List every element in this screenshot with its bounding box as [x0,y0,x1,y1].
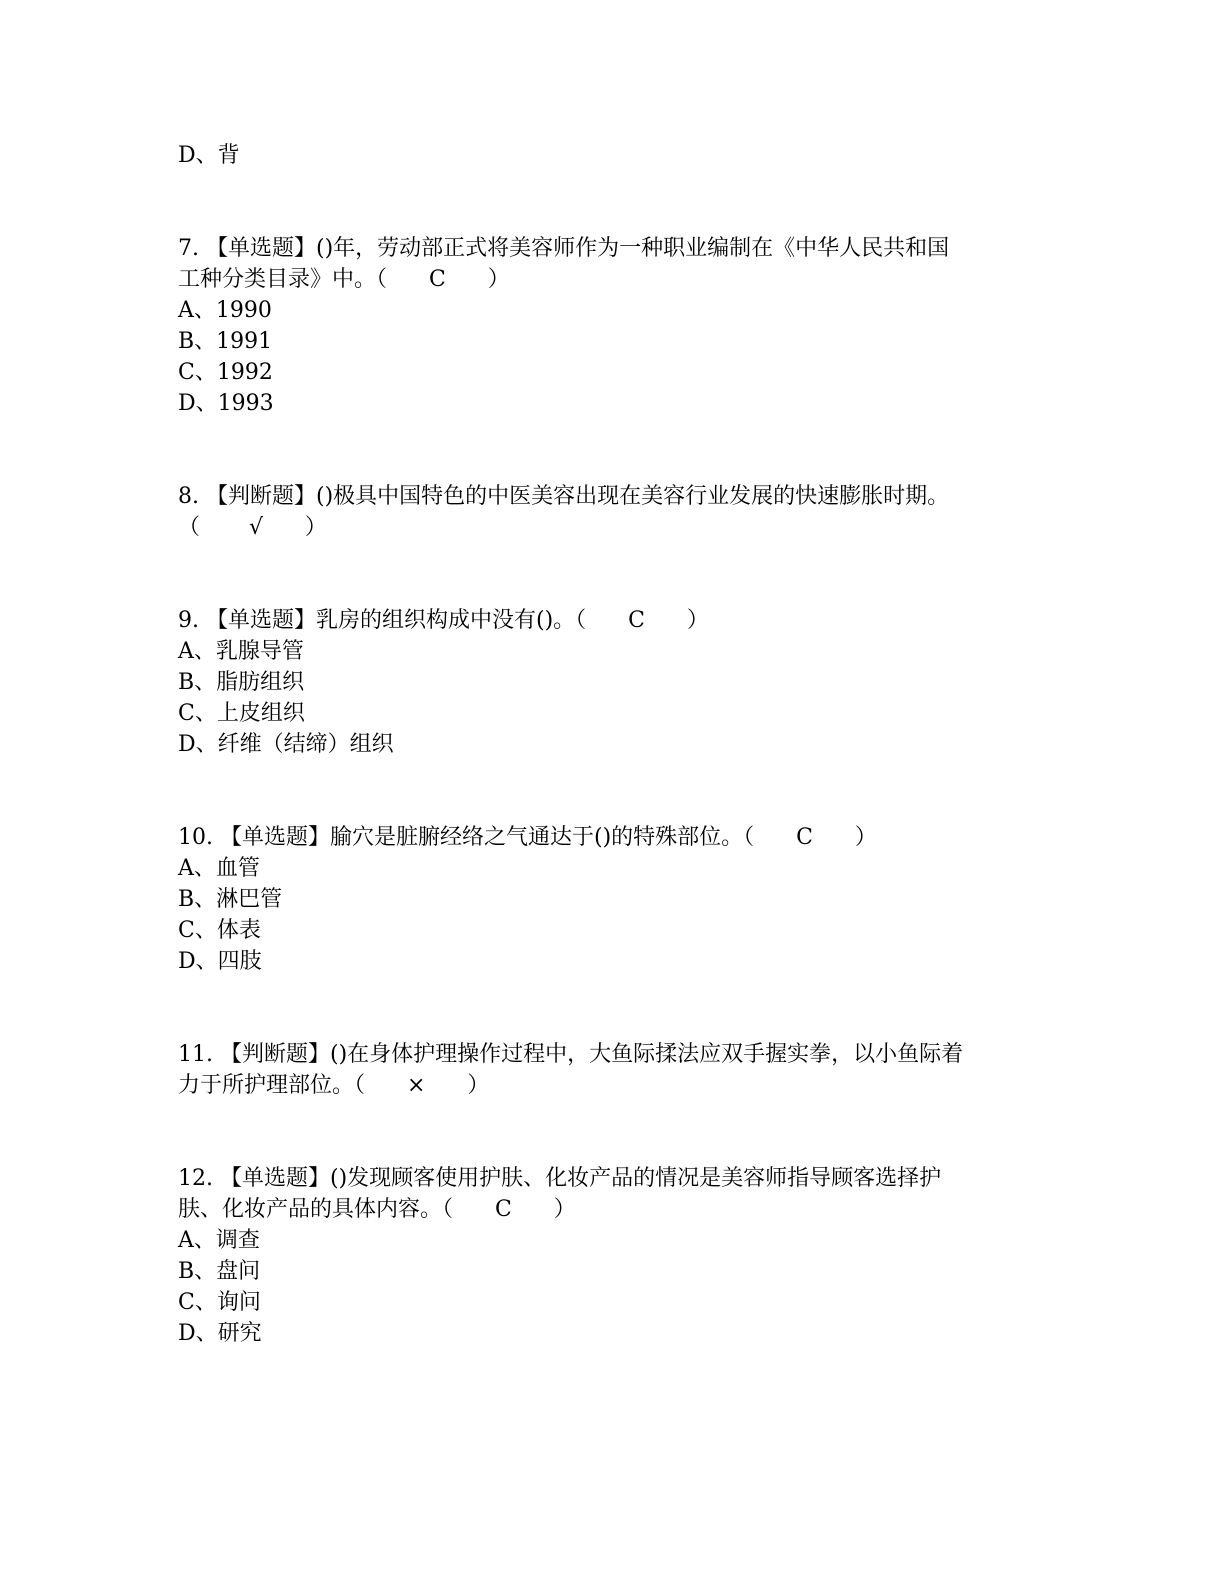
option-line: A、血管 [178,856,260,881]
option-line: C、体表 [178,918,261,943]
question-text: 11. 【判断题】()在身体护理操作过程中，大鱼际揉法应双手握实拳，以小鱼际着 [178,1042,964,1067]
option-line: A、乳腺导管 [178,639,304,664]
spacer [178,419,1048,481]
question-block [178,1039,1048,1101]
spacer [178,760,1048,822]
option-line: D、纤维（结缔）组织 [178,732,394,757]
spacer [178,543,1048,605]
option-line: D、四肢 [178,949,262,974]
document-page [178,140,1048,1349]
question-text: 12. 【单选题】()发现顾客使用护肤、化妆产品的情况是美容师指导顾客选择护 [178,1166,942,1191]
question-text: 7. 【单选题】()年，劳动部正式将美容师作为一种职业编制在《中华人民共和国 [178,236,950,261]
question-block [178,605,1048,760]
option-line: B、1991 [178,329,273,354]
question-text: 10. 【单选题】腧穴是脏腑经络之气通达于()的特殊部位。（ C ） [178,825,877,850]
option-line: C、上皮组织 [178,701,305,726]
question-text: （ √ ） [178,515,327,540]
option-line: B、盘问 [178,1259,261,1284]
option-line: D、1993 [178,391,274,416]
option-line: B、脂肪组织 [178,670,305,695]
option-line: D、背 [178,143,240,168]
option-line: D、研究 [178,1321,262,1346]
question-text: 工种分类目录》中。（ C ） [178,267,510,292]
question-text: 力于所护理部位。（ × ） [178,1073,490,1098]
spacer [178,171,1048,233]
option-line: A、调查 [178,1228,260,1253]
spacer [178,977,1048,1039]
question-text: 8. 【判断题】()极具中国特色的中医美容出现在美容行业发展的快速膨胀时期。 [178,484,950,509]
question-text: 肤、化妆产品的具体内容。（ C ） [178,1197,576,1222]
option-line: C、询问 [178,1290,261,1315]
option-line: A、1990 [178,298,272,323]
question-block [178,481,1048,543]
question-block [178,1163,1048,1349]
spacer [178,1101,1048,1163]
option-line: C、1992 [178,360,273,385]
question-block [178,233,1048,419]
question-block [178,822,1048,977]
question-text: 9. 【单选题】乳房的组织构成中没有()。（ C ） [178,608,709,633]
option-line: B、淋巴管 [178,887,283,912]
